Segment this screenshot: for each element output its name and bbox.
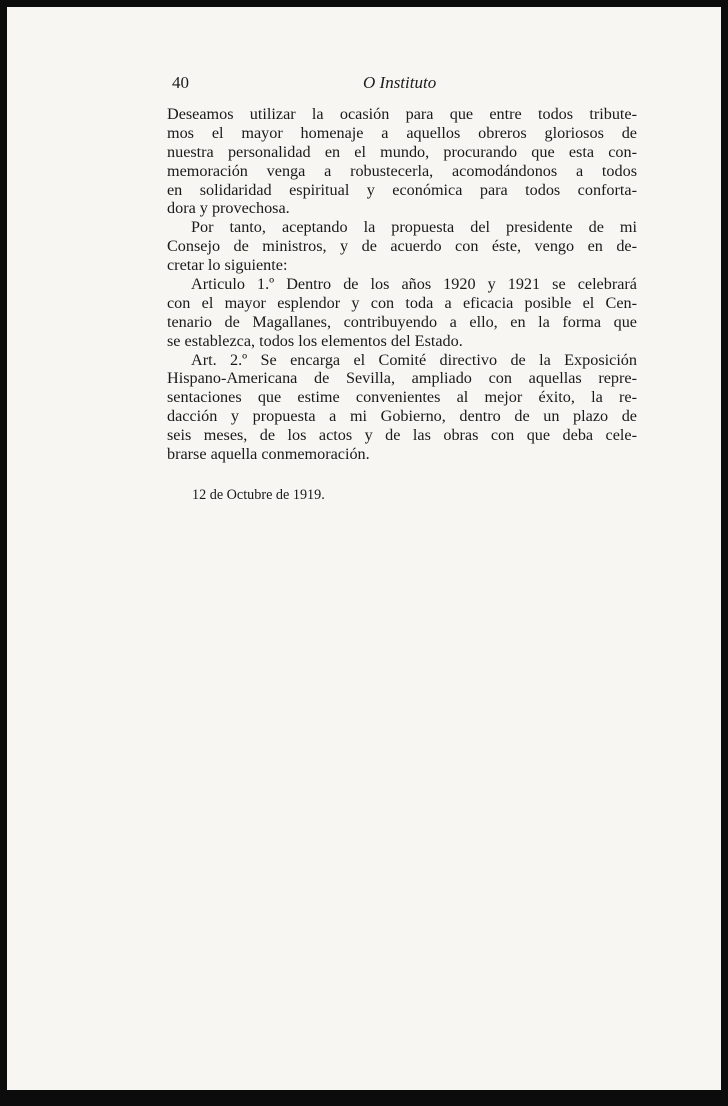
body-text [167, 105, 637, 464]
text-line: Hispano-Americana de Sevilla, ampliado con aquellas repre- [167, 369, 637, 388]
text-line: en solidaridad espiritual y económica para todos conforta- [167, 180, 637, 199]
paragraph-4 [167, 351, 637, 464]
text-line: Por tanto, aceptando la propuesta del presidente de mi [191, 218, 637, 237]
text-line: dora y provechosa. [167, 199, 290, 218]
text-line: mos el mayor homenaje a aquellos obreros gloriosos de [167, 123, 637, 142]
text-line: tenario de Magallanes, contribuyendo a ello, en la forma que [167, 312, 637, 331]
paragraph-1 [167, 105, 637, 218]
scanned-page [7, 7, 721, 1090]
text-line: cretar lo siguiente: [167, 256, 288, 275]
running-title: O Instituto [363, 73, 437, 92]
text-line: Articulo 1.º Dentro de los años 1920 y 1921 se celebrará [191, 275, 637, 294]
paragraph-2 [167, 218, 637, 275]
text-line: memoración venga a robustecerla, acomodándonos a todos [167, 161, 637, 180]
text-line: nuestra personalidad en el mundo, procurando que esta con- [167, 142, 637, 161]
text-line: Art. 2.º Se encarga el Comité directivo de la Exposición [191, 350, 637, 369]
text-line: Consejo de ministros, y de acuerdo con éste, vengo en de- [167, 237, 637, 256]
text-line: Deseamos utilizar la ocasión para que entre todos tribute- [167, 105, 637, 123]
page-header [167, 67, 637, 101]
decree-date: 12 de Octubre de 1919. [192, 487, 325, 503]
text-line: con el mayor esplendor y con toda a eficacia posible el Cen- [167, 293, 637, 312]
text-line: brarse aquella conmemoración. [167, 445, 370, 464]
text-line: seis meses, de los actos y de las obras con que deba cele- [167, 426, 637, 445]
text-line: se establezca, todos los elementos del Estado. [167, 331, 463, 350]
page-number: 40 [172, 73, 189, 92]
text-line: dacción y propuesta a mi Gobierno, dentro de un plazo de [167, 407, 637, 426]
text-line: sentaciones que estime convenientes al mejor éxito, la re- [167, 388, 637, 407]
paragraph-3 [167, 275, 637, 351]
